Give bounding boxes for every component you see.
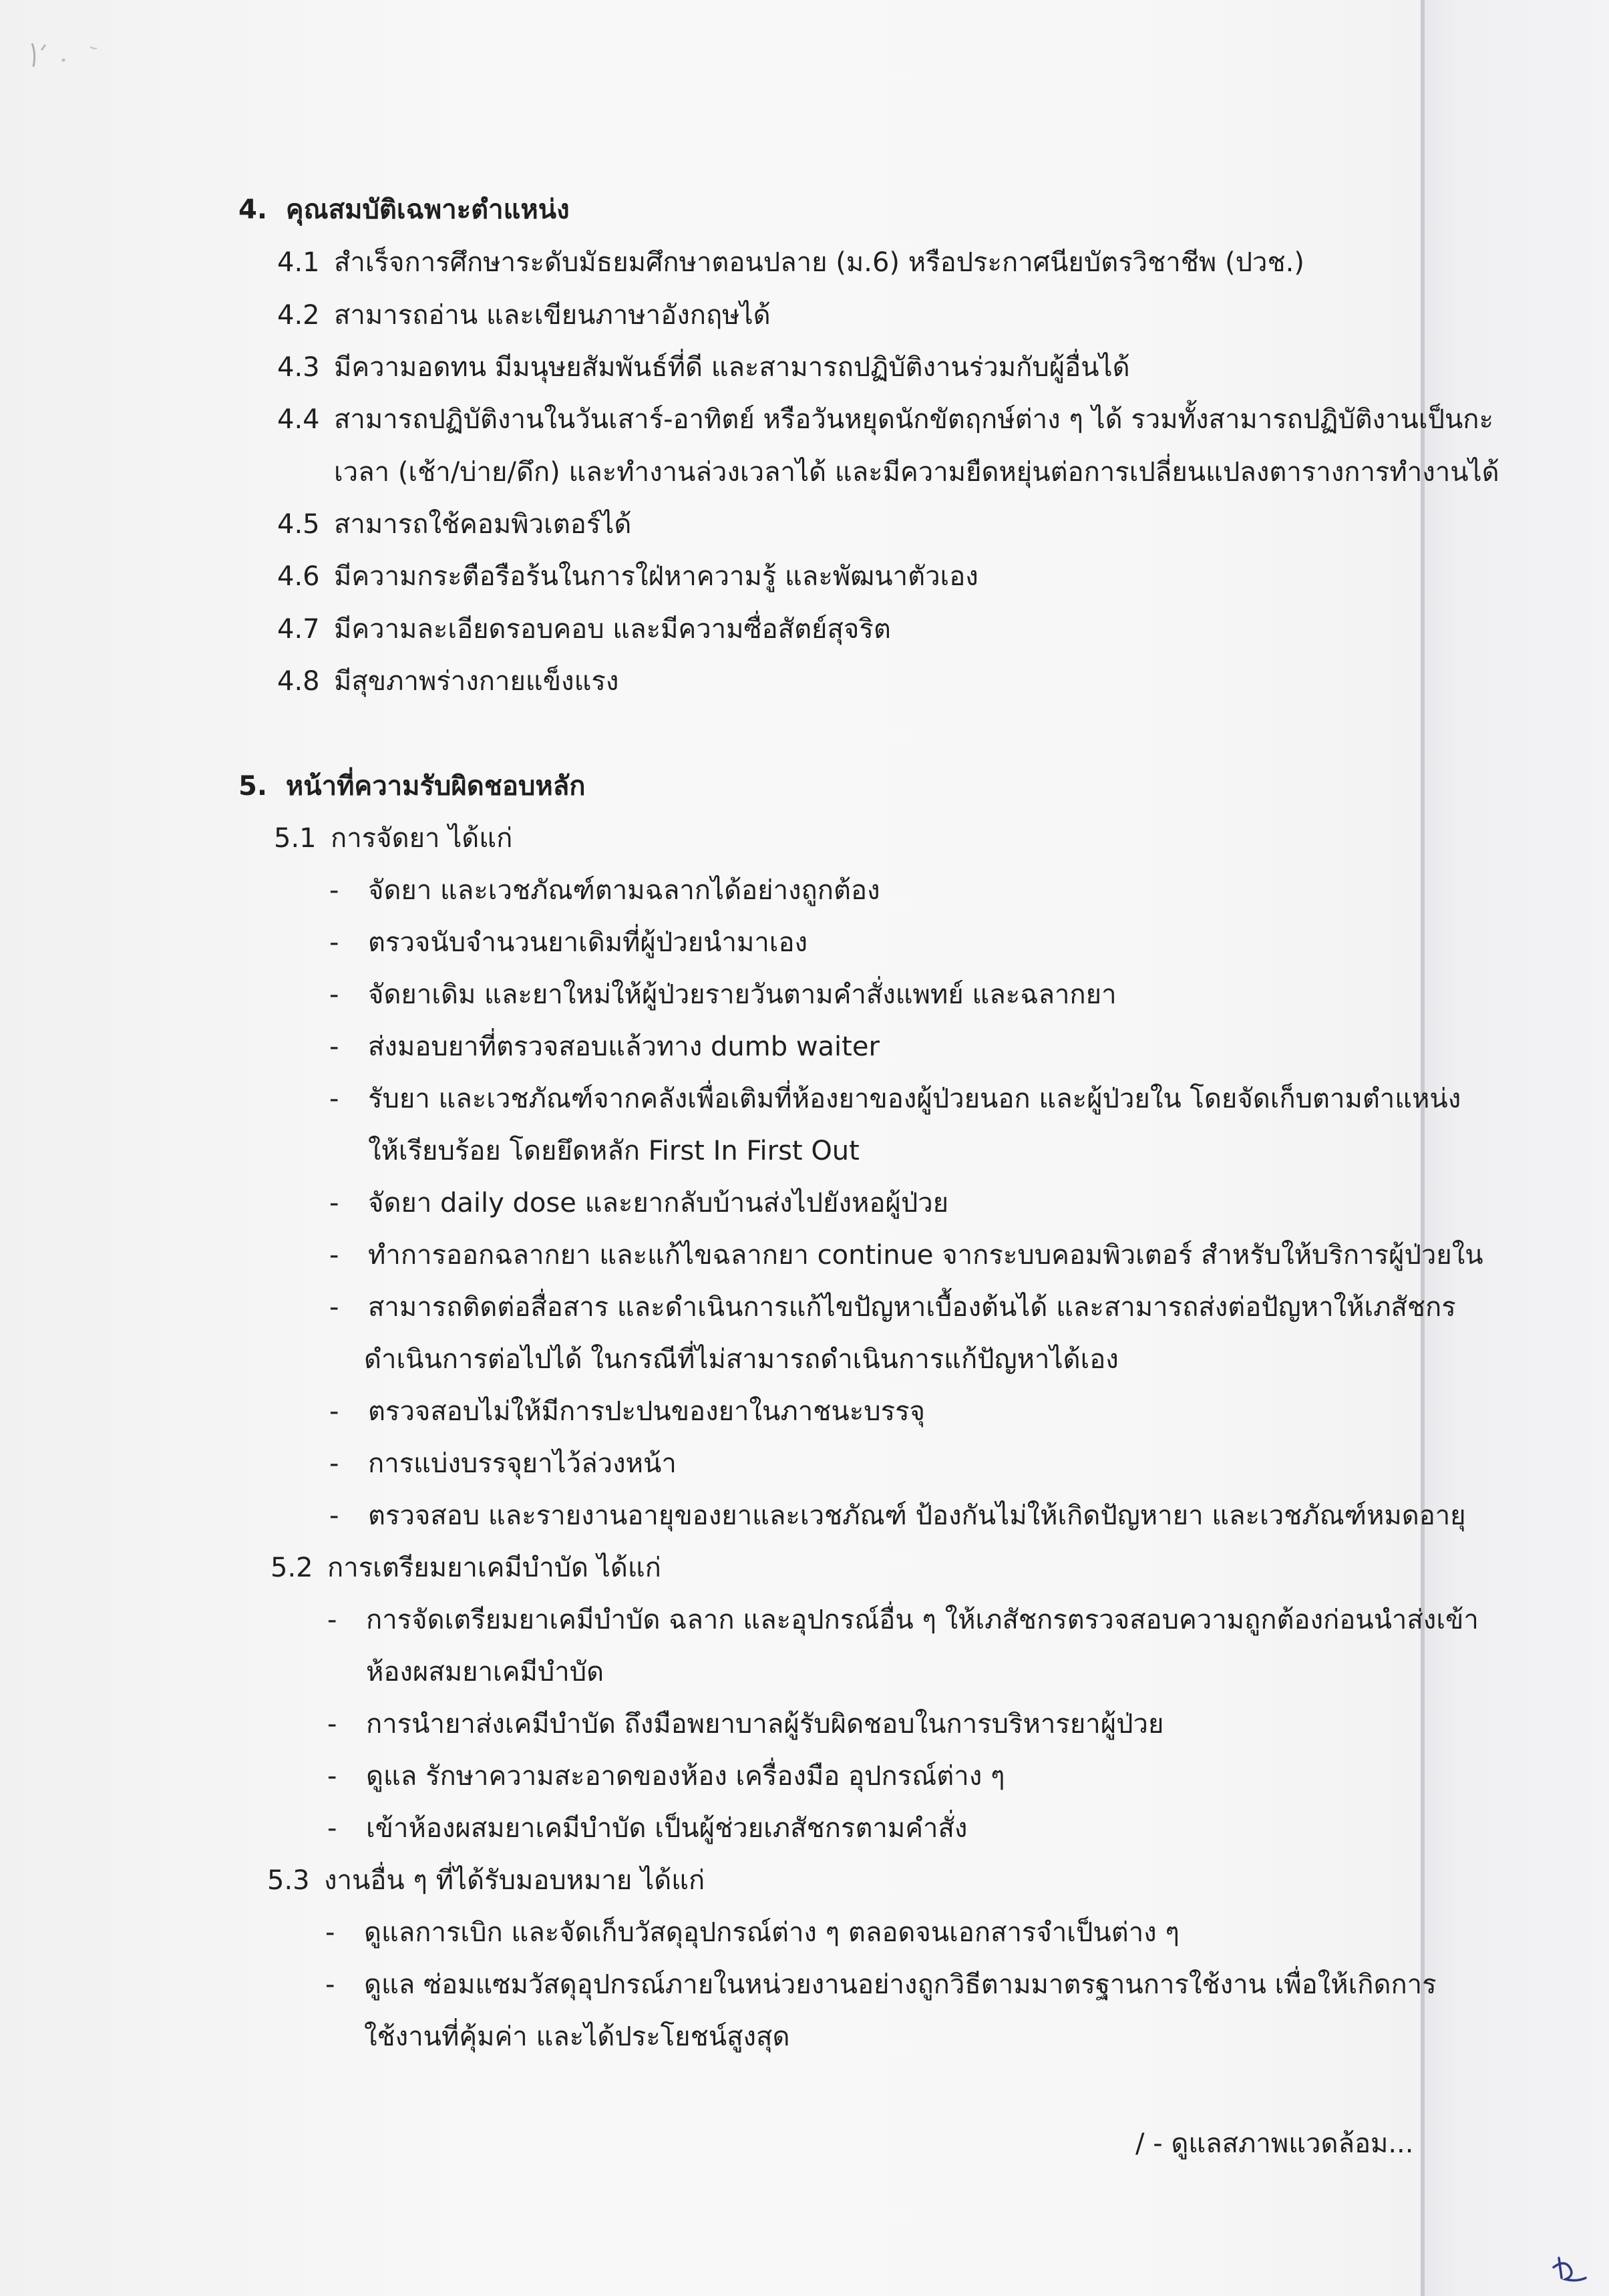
duty-item: - จัดยาเดิม และยาใหม่ให้ผู้ป่วยรายวันตามคำสั่งแพทย์ และฉลากยา <box>329 979 1117 1010</box>
section-4-heading: 4. คุณสมบัติเฉพาะตำแหน่ง <box>238 194 570 225</box>
qualification-item: 4.4 สามารถปฏิบัติงานในวันเสาร์-อาทิตย์ หรือวันหยุดนักขัตฤกษ์ต่าง ๆ ได้ รวมทั้งสามารถปฏิบัติงานเป็นกะ <box>277 404 1493 435</box>
qualification-item: 4.3 มีความอดทน มีมนุษยสัมพันธ์ที่ดี และสามารถปฏิบัติงานร่วมกับผู้อื่นได้ <box>277 352 1130 383</box>
section-5-heading: 5. หน้าที่ความรับผิดชอบหลัก <box>238 771 586 802</box>
qualification-item: 4.8 มีสุขภาพร่างกายแข็งแรง <box>277 666 619 697</box>
duty-item-continuation: ให้เรียบร้อย โดยยึดหลัก First In First Out <box>368 1136 860 1166</box>
qualification-item: 4.1 สำเร็จการศึกษาระดับมัธยมศึกษาตอนปลาย (ม.6) หรือประกาศนียบัตรวิชาชีพ (ปวช.) <box>277 247 1304 278</box>
duty-item-continuation: ดำเนินการต่อไปได้ ในกรณีที่ไม่สามารถดำเนินการแก้ปัญหาได้เอง <box>364 1344 1119 1375</box>
subsection-5-1-title: 5.1 การจัดยา ได้แก่ <box>274 823 513 854</box>
duty-item: - ตรวจสอบไม่ให้มีการปะปนของยาในภาชนะบรรจุ <box>329 1396 925 1427</box>
duty-item: - รับยา และเวชภัณฑ์จากคลังเพื่อเติมที่ห้องยาของผู้ป่วยนอก และผู้ป่วยใน โดยจัดเก็บตามตำแหน่ง <box>329 1084 1461 1114</box>
duty-item: - จัดยา และเวชภัณฑ์ตามฉลากได้อย่างถูกต้อง <box>329 875 880 906</box>
duty-item-continuation: ใช้งานที่คุ้มค่า และได้ประโยชน์สูงสุด <box>364 2021 790 2052</box>
continuation-note: / - ดูแลสภาพแวดล้อม... <box>1135 2128 1414 2159</box>
qualification-item-continuation: เวลา (เช้า/บ่าย/ดึก) และทำงานล่วงเวลาได้ และมีความยืดหยุ่นต่อการเปลี่ยนแปลงตารางการทำงานได้ <box>334 457 1499 488</box>
subsection-5-2-title: 5.2 การเตรียมยาเคมีบำบัด ได้แก่ <box>271 1552 661 1583</box>
duty-item: - ตรวจนับจำนวนยาเดิมที่ผู้ป่วยนำมาเอง <box>329 927 808 958</box>
duty-item: - ตรวจสอบ และรายงานอายุของยาและเวชภัณฑ์ ป้องกันไม่ให้เกิดปัญหายา และเวชภัณฑ์หมดอายุ <box>329 1500 1466 1531</box>
duty-item-continuation: ห้องผสมยาเคมีบำบัด <box>366 1657 604 1687</box>
duty-item: - ทำการออกฉลากยา และแก้ไขฉลากยา continue จากระบบคอมพิวเตอร์ สำหรับให้บริการผู้ป่วยใน <box>329 1240 1483 1271</box>
duty-item: - สามารถติดต่อสื่อสาร และดำเนินการแก้ไขปัญหาเบื้องต้นได้ และสามารถส่งต่อปัญหาให้เภสัชกร <box>329 1292 1456 1323</box>
duty-item: - ดูแลการเบิก และจัดเก็บวัสดุอุปกรณ์ต่าง ๆ ตลอดจนเอกสารจำเป็นต่าง ๆ <box>325 1917 1180 1948</box>
duty-item: - เข้าห้องผสมยาเคมีบำบัด เป็นผู้ช่วยเภสัชกรตามคำสั่ง <box>327 1813 968 1844</box>
duty-item: - การแบ่งบรรจุยาไว้ล่วงหน้า <box>329 1448 677 1479</box>
duty-item: - การจัดเตรียมยาเคมีบำบัด ฉลาก และอุปกรณ์อื่น ๆ ให้เภสัชกรตรวจสอบความถูกต้องก่อนนำส่งเข้า <box>327 1605 1479 1635</box>
duty-item: - จัดยา daily dose และยากลับบ้านส่งไปยังหอผู้ป่วย <box>329 1188 949 1218</box>
duty-item: - การนำยาส่งเคมีบำบัด ถึงมือพยาบาลผู้รับผิดชอบในการบริหารยาผู้ป่วย <box>327 1709 1164 1740</box>
duty-item: - ดูแล รักษาความสะอาดของห้อง เครื่องมือ อุปกรณ์ต่าง ๆ <box>327 1761 1005 1792</box>
qualification-item: 4.2 สามารถอ่าน และเขียนภาษาอังกฤษได้ <box>277 300 771 331</box>
handwritten-initial <box>1550 2253 1590 2286</box>
qualification-item: 4.5 สามารถใช้คอมพิวเตอร์ได้ <box>277 509 632 540</box>
qualification-item: 4.7 มีความละเอียดรอบคอบ และมีความซื่อสัตย์สุจริต <box>277 614 891 645</box>
qualification-item: 4.6 มีความกระตือรือร้นในการใฝ่หาความรู้ และพัฒนาตัวเอง <box>277 561 978 592</box>
duty-item: - ดูแล ซ่อมแซมวัสดุอุปกรณ์ภายในหน่วยงานอย่างถูกวิธีตามมาตรฐานการใช้งาน เพื่อให้เกิดการ <box>325 1969 1437 2000</box>
duty-item: - ส่งมอบยาที่ตรวจสอบแล้วทาง dumb waiter <box>329 1031 880 1062</box>
subsection-5-3-title: 5.3 งานอื่น ๆ ที่ได้รับมอบหมาย ได้แก่ <box>267 1865 705 1896</box>
